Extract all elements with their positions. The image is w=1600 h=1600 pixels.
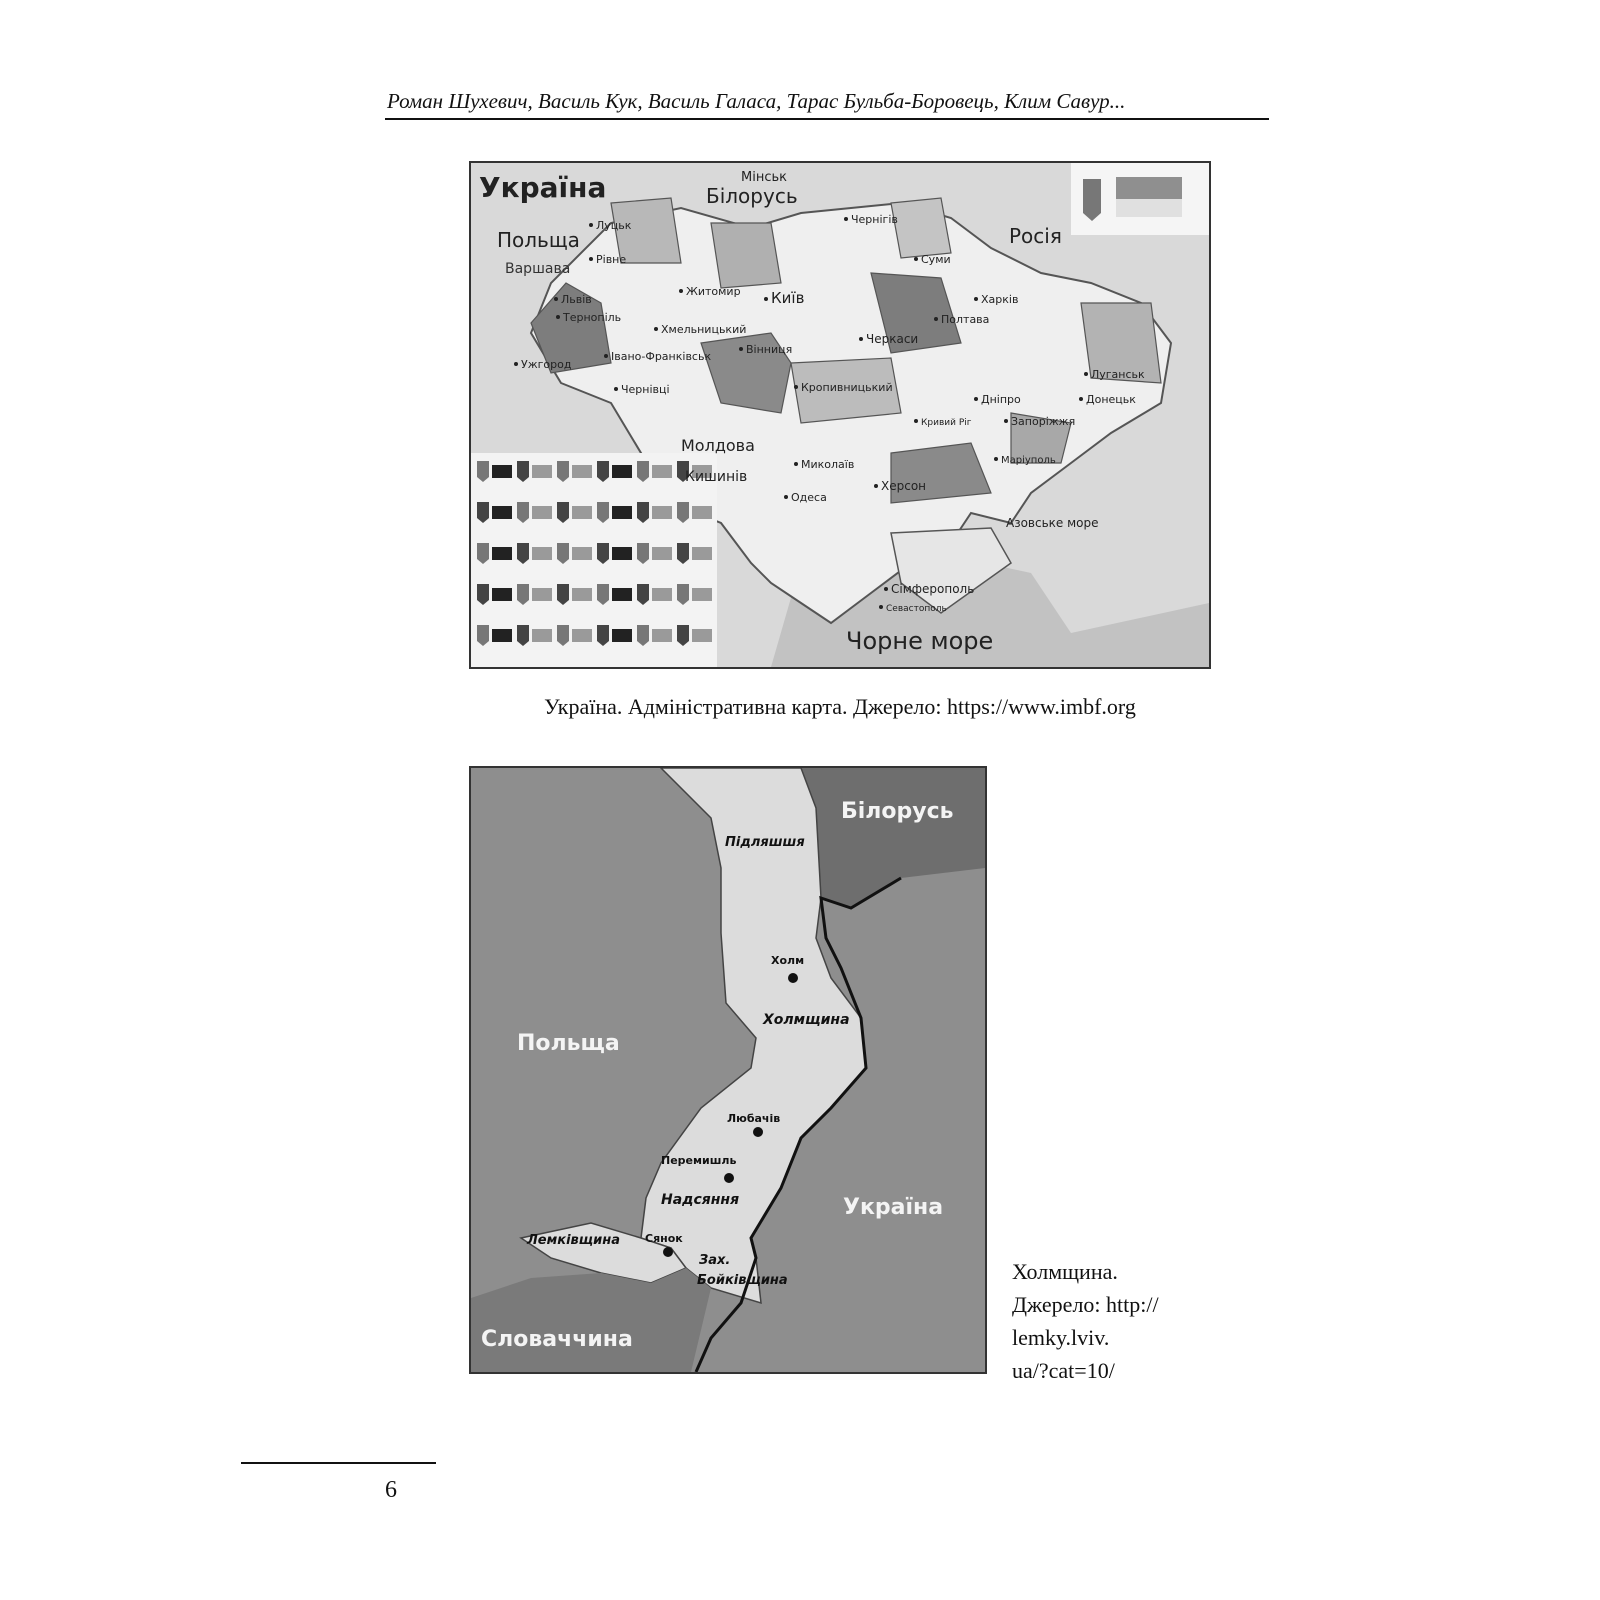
city-dot [514, 362, 518, 366]
city-dot [554, 297, 558, 301]
city-label: Полтава [941, 313, 990, 326]
flag-icon [492, 547, 512, 560]
map-title: Україна [479, 171, 607, 204]
label-kholmshchyna: Холмщина [763, 1012, 850, 1028]
flag-icon [492, 465, 512, 478]
flag-icon [532, 547, 552, 560]
city-label: Хмельницький [661, 323, 747, 336]
flag-icon [612, 588, 632, 601]
label-nadsiannia: Надсяння [661, 1192, 740, 1208]
city-label: Івано-Франківськ [611, 350, 712, 363]
city-dot [974, 297, 978, 301]
kholm-region-map [469, 766, 987, 1374]
flag-icon [572, 588, 592, 601]
city-dot [589, 257, 593, 261]
city-label: Чернігів [851, 213, 898, 226]
city-dot [589, 223, 593, 227]
label-ukraine-2: Україна [843, 1195, 944, 1220]
flag-icon [652, 629, 672, 642]
city-dot [879, 605, 883, 609]
flag-icon [652, 465, 672, 478]
label-chisinau: Кишинів [685, 469, 748, 485]
city-dot [974, 397, 978, 401]
flag-icon [612, 629, 632, 642]
label-minsk: Мінськ [741, 170, 787, 185]
city-label: Миколаїв [801, 458, 855, 471]
map1-caption: Україна. Адміністративна карта. Джерело: https://www.imbf.org [544, 694, 1136, 719]
flag-icon [692, 629, 712, 642]
city-label: Львів [561, 293, 592, 306]
flag-icon [532, 506, 552, 519]
label-azov-sea: Азовське море [1006, 516, 1099, 530]
label-russia: Росія [1009, 224, 1062, 248]
city-dot [764, 297, 768, 301]
city-dot [914, 257, 918, 261]
ukraine-admin-map [469, 161, 1211, 669]
city-dot [739, 347, 743, 351]
city-label: Вінниця [746, 343, 793, 356]
flag-icon [572, 506, 592, 519]
map2-caption-line: Холмщина. [1012, 1259, 1118, 1284]
city-dot-sianok [663, 1247, 673, 1257]
city-label: Херсон [881, 479, 927, 493]
label-lemkivshchyna: Лемківщина [527, 1233, 620, 1248]
label-black-sea: Чорне море [846, 627, 994, 655]
city-dot [556, 315, 560, 319]
city-label: Рівне [596, 253, 627, 266]
city-dot [844, 217, 848, 221]
city-label: Чернівці [621, 383, 670, 396]
flag-icon [572, 629, 592, 642]
label-kholm: Холм [771, 954, 805, 967]
map2-caption-line: ua/?cat=10/ [1012, 1358, 1115, 1383]
label-pidliashshia: Підляшшя [725, 835, 805, 850]
label-zakh: Зах. [699, 1253, 731, 1268]
city-dot [1079, 397, 1083, 401]
flag-icon [612, 506, 632, 519]
city-label: Луцьк [596, 219, 632, 232]
flag-icon [692, 506, 712, 519]
city-dot [614, 387, 618, 391]
label-sianok: Сянок [645, 1232, 683, 1245]
running-head: Роман Шухевич, Василь Кук, Василь Галаса, Тарас Бульба-Боровець, Клим Савур... [385, 84, 1269, 120]
city-label: Кропивницький [801, 381, 893, 394]
flag-icon [652, 588, 672, 601]
flag-icon [492, 588, 512, 601]
label-moldova: Молдова [681, 436, 755, 455]
flag-icon [612, 547, 632, 560]
city-label: Одеса [791, 491, 827, 504]
city-label: Сімферополь [891, 582, 975, 596]
city-dot [914, 419, 918, 423]
flag-icon [572, 465, 592, 478]
city-dot [1004, 419, 1008, 423]
city-dot [679, 289, 683, 293]
city-label: Маріуполь [1001, 455, 1056, 466]
city-label: Луганськ [1091, 368, 1145, 381]
city-dot [994, 457, 998, 461]
city-label: Дніпро [981, 393, 1021, 406]
label-slovakia: Словаччина [481, 1327, 633, 1352]
label-liubachiv: Любачів [727, 1112, 781, 1125]
flag-icon [492, 629, 512, 642]
label-warsaw: Варшава [505, 261, 571, 277]
label-belarus: Білорусь [706, 184, 798, 208]
map2-caption [1012, 1255, 1232, 1387]
city-dot [1084, 372, 1088, 376]
city-label: Кривий Ріг [921, 418, 972, 428]
flag-icon [652, 506, 672, 519]
city-dot [654, 327, 658, 331]
city-dot-kholm [788, 973, 798, 983]
label-peremyshl: Перемишль [661, 1154, 737, 1167]
flag-icon [532, 629, 552, 642]
page-number: 6 [385, 1477, 397, 1503]
city-dot [874, 484, 878, 488]
label-boikivshchyna: Бойківщина [697, 1273, 788, 1288]
flag-icon [652, 547, 672, 560]
city-label: Житомир [686, 285, 741, 298]
city-label: Харків [981, 293, 1019, 306]
footer-rule [241, 1462, 436, 1464]
city-label: Черкаси [866, 332, 919, 346]
city-label: Ужгород [521, 358, 572, 371]
label-poland-2: Польща [517, 1031, 620, 1056]
label-poland: Польща [497, 228, 580, 252]
flag-icon [612, 465, 632, 478]
city-label: Київ [771, 289, 805, 307]
city-dot [884, 587, 888, 591]
label-belarus-2: Білорусь [841, 799, 954, 824]
city-dot [784, 495, 788, 499]
flag-icon [532, 588, 552, 601]
city-dot [794, 462, 798, 466]
city-dot [934, 317, 938, 321]
flag-icon [692, 588, 712, 601]
city-dot [859, 337, 863, 341]
flag-icon [532, 465, 552, 478]
map2-caption-line: Джерело: http:// [1012, 1292, 1159, 1317]
flag-icon [572, 547, 592, 560]
city-dot [604, 354, 608, 358]
city-label: Донецьк [1086, 393, 1136, 406]
city-label: Суми [921, 253, 951, 266]
city-label: Тернопіль [563, 311, 622, 324]
city-label: Севастополь [886, 604, 947, 614]
flag-icon [692, 547, 712, 560]
flag-icon [492, 506, 512, 519]
city-dot-liubachiv [753, 1127, 763, 1137]
city-dot [794, 385, 798, 389]
city-label: Запоріжжя [1011, 415, 1076, 428]
map2-caption-line: lemky.lviv. [1012, 1325, 1110, 1350]
city-dot-peremyshl [724, 1173, 734, 1183]
